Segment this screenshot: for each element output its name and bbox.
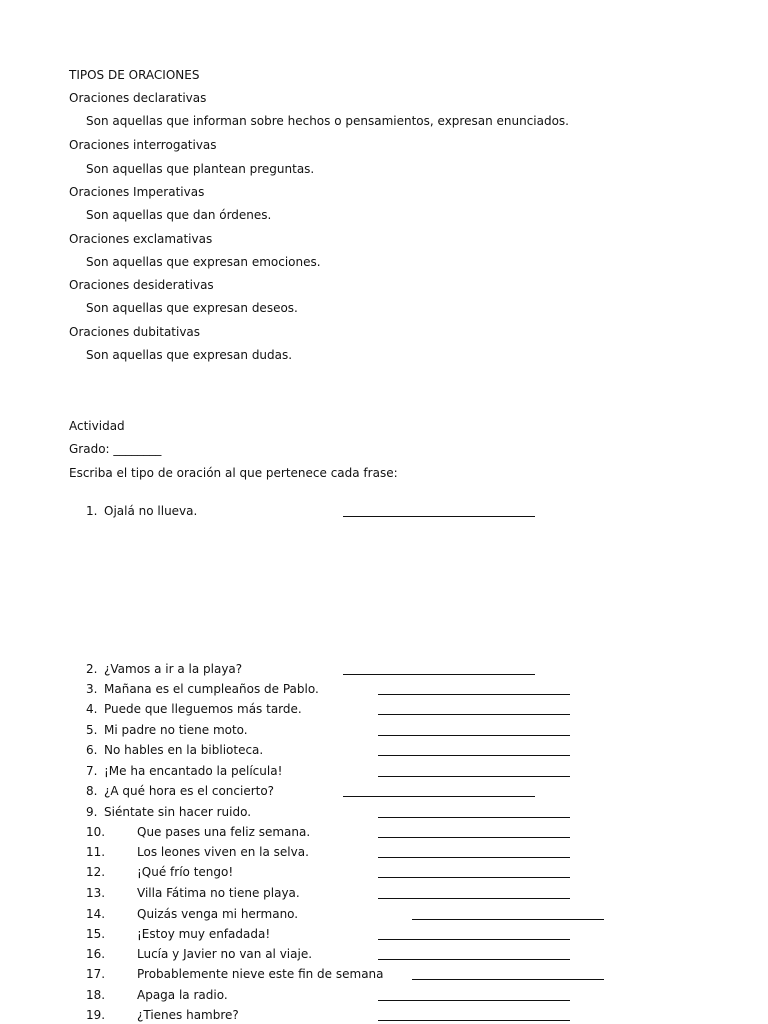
exercise-number: 15. (86, 927, 106, 941)
exercise-sentence: ¿Tienes hambre? (137, 1008, 239, 1022)
exercise-number: 12. (86, 865, 106, 879)
exercise-number: 9. (86, 805, 98, 819)
exercise-number: 4. (86, 702, 98, 716)
answer-blank[interactable] (378, 755, 570, 756)
type-name-exclamativas: Oraciones exclamativas (69, 232, 213, 246)
type-definition-desiderativas: Son aquellas que expresan deseos. (86, 301, 298, 315)
exercise-number: 18. (86, 988, 106, 1002)
type-name-imperativas: Oraciones Imperativas (69, 185, 205, 199)
exercise-sentence: ¿A qué hora es el concierto? (104, 784, 275, 798)
exercise-number: 3. (86, 682, 98, 696)
exercise-sentence: Ojalá no llueva. (104, 504, 198, 518)
answer-blank[interactable] (378, 714, 570, 715)
answer-blank[interactable] (378, 1000, 570, 1001)
exercise-sentence: Puede que lleguemos más tarde. (104, 702, 302, 716)
answer-blank[interactable] (378, 837, 570, 838)
answer-blank[interactable] (378, 776, 570, 777)
answer-blank[interactable] (378, 898, 570, 899)
exercise-number: 8. (86, 784, 98, 798)
exercise-sentence: ¡Me ha encantado la película! (104, 764, 283, 778)
exercise-sentence: Lucía y Javier no van al viaje. (137, 947, 313, 961)
type-name-dubitativas: Oraciones dubitativas (69, 325, 201, 339)
activity-title: Actividad (69, 419, 125, 433)
exercise-sentence: Siéntate sin hacer ruido. (104, 805, 252, 819)
exercise-sentence: ¡Qué frío tengo! (137, 865, 234, 879)
answer-blank[interactable] (343, 516, 535, 517)
type-definition-interrogativas: Son aquellas que plantean preguntas. (86, 162, 315, 176)
exercise-sentence: Apaga la radio. (137, 988, 228, 1002)
exercise-sentence: Quizás venga mi hermano. (137, 907, 299, 921)
answer-blank[interactable] (412, 979, 604, 980)
answer-blank[interactable] (378, 817, 570, 818)
type-name-desiderativas: Oraciones desiderativas (69, 278, 214, 292)
exercise-number: 11. (86, 845, 106, 859)
answer-blank[interactable] (343, 796, 535, 797)
answer-blank[interactable] (378, 959, 570, 960)
answer-blank[interactable] (378, 1020, 570, 1021)
type-definition-declarativas: Son aquellas que informan sobre hechos o pensamientos, expresan enunciados. (86, 114, 569, 128)
exercise-number: 16. (86, 947, 106, 961)
exercise-number: 6. (86, 743, 98, 757)
exercise-number: 14. (86, 907, 106, 921)
answer-blank[interactable] (378, 694, 570, 695)
type-name-declarativas: Oraciones declarativas (69, 91, 207, 105)
answer-blank[interactable] (378, 857, 570, 858)
grade-field: Grado: ________ (69, 442, 162, 456)
exercise-sentence: No hables en la biblioteca. (104, 743, 264, 757)
exercise-number: 2. (86, 662, 98, 676)
exercise-sentence: Mañana es el cumpleaños de Pablo. (104, 682, 319, 696)
exercise-number: 5. (86, 723, 98, 737)
exercise-number: 1. (86, 504, 98, 518)
answer-blank[interactable] (343, 674, 535, 675)
exercise-sentence: Villa Fátima no tiene playa. (137, 886, 300, 900)
type-definition-dubitativas: Son aquellas que expresan dudas. (86, 348, 293, 362)
answer-blank[interactable] (378, 939, 570, 940)
page-title: TIPOS DE ORACIONES (69, 68, 200, 82)
type-name-interrogativas: Oraciones interrogativas (69, 138, 217, 152)
answer-blank[interactable] (378, 735, 570, 736)
answer-blank[interactable] (378, 877, 570, 878)
exercise-number: 7. (86, 764, 98, 778)
exercise-number: 19. (86, 1008, 106, 1022)
type-definition-exclamativas: Son aquellas que expresan emociones. (86, 255, 321, 269)
exercise-sentence: Los leones viven en la selva. (137, 845, 309, 859)
exercise-number: 13. (86, 886, 106, 900)
exercise-sentence: ¿Vamos a ir a la playa? (104, 662, 243, 676)
exercise-number: 17. (86, 967, 106, 981)
answer-blank[interactable] (412, 919, 604, 920)
type-definition-imperativas: Son aquellas que dan órdenes. (86, 208, 272, 222)
exercise-sentence: Probablemente nieve este fin de semana (137, 967, 384, 981)
exercise-sentence: Mi padre no tiene moto. (104, 723, 248, 737)
exercise-sentence: Que pases una feliz semana. (137, 825, 311, 839)
exercise-sentence: ¡Estoy muy enfadada! (137, 927, 271, 941)
exercise-number: 10. (86, 825, 106, 839)
activity-instruction: Escriba el tipo de oración al que pertenece cada frase: (69, 466, 398, 480)
